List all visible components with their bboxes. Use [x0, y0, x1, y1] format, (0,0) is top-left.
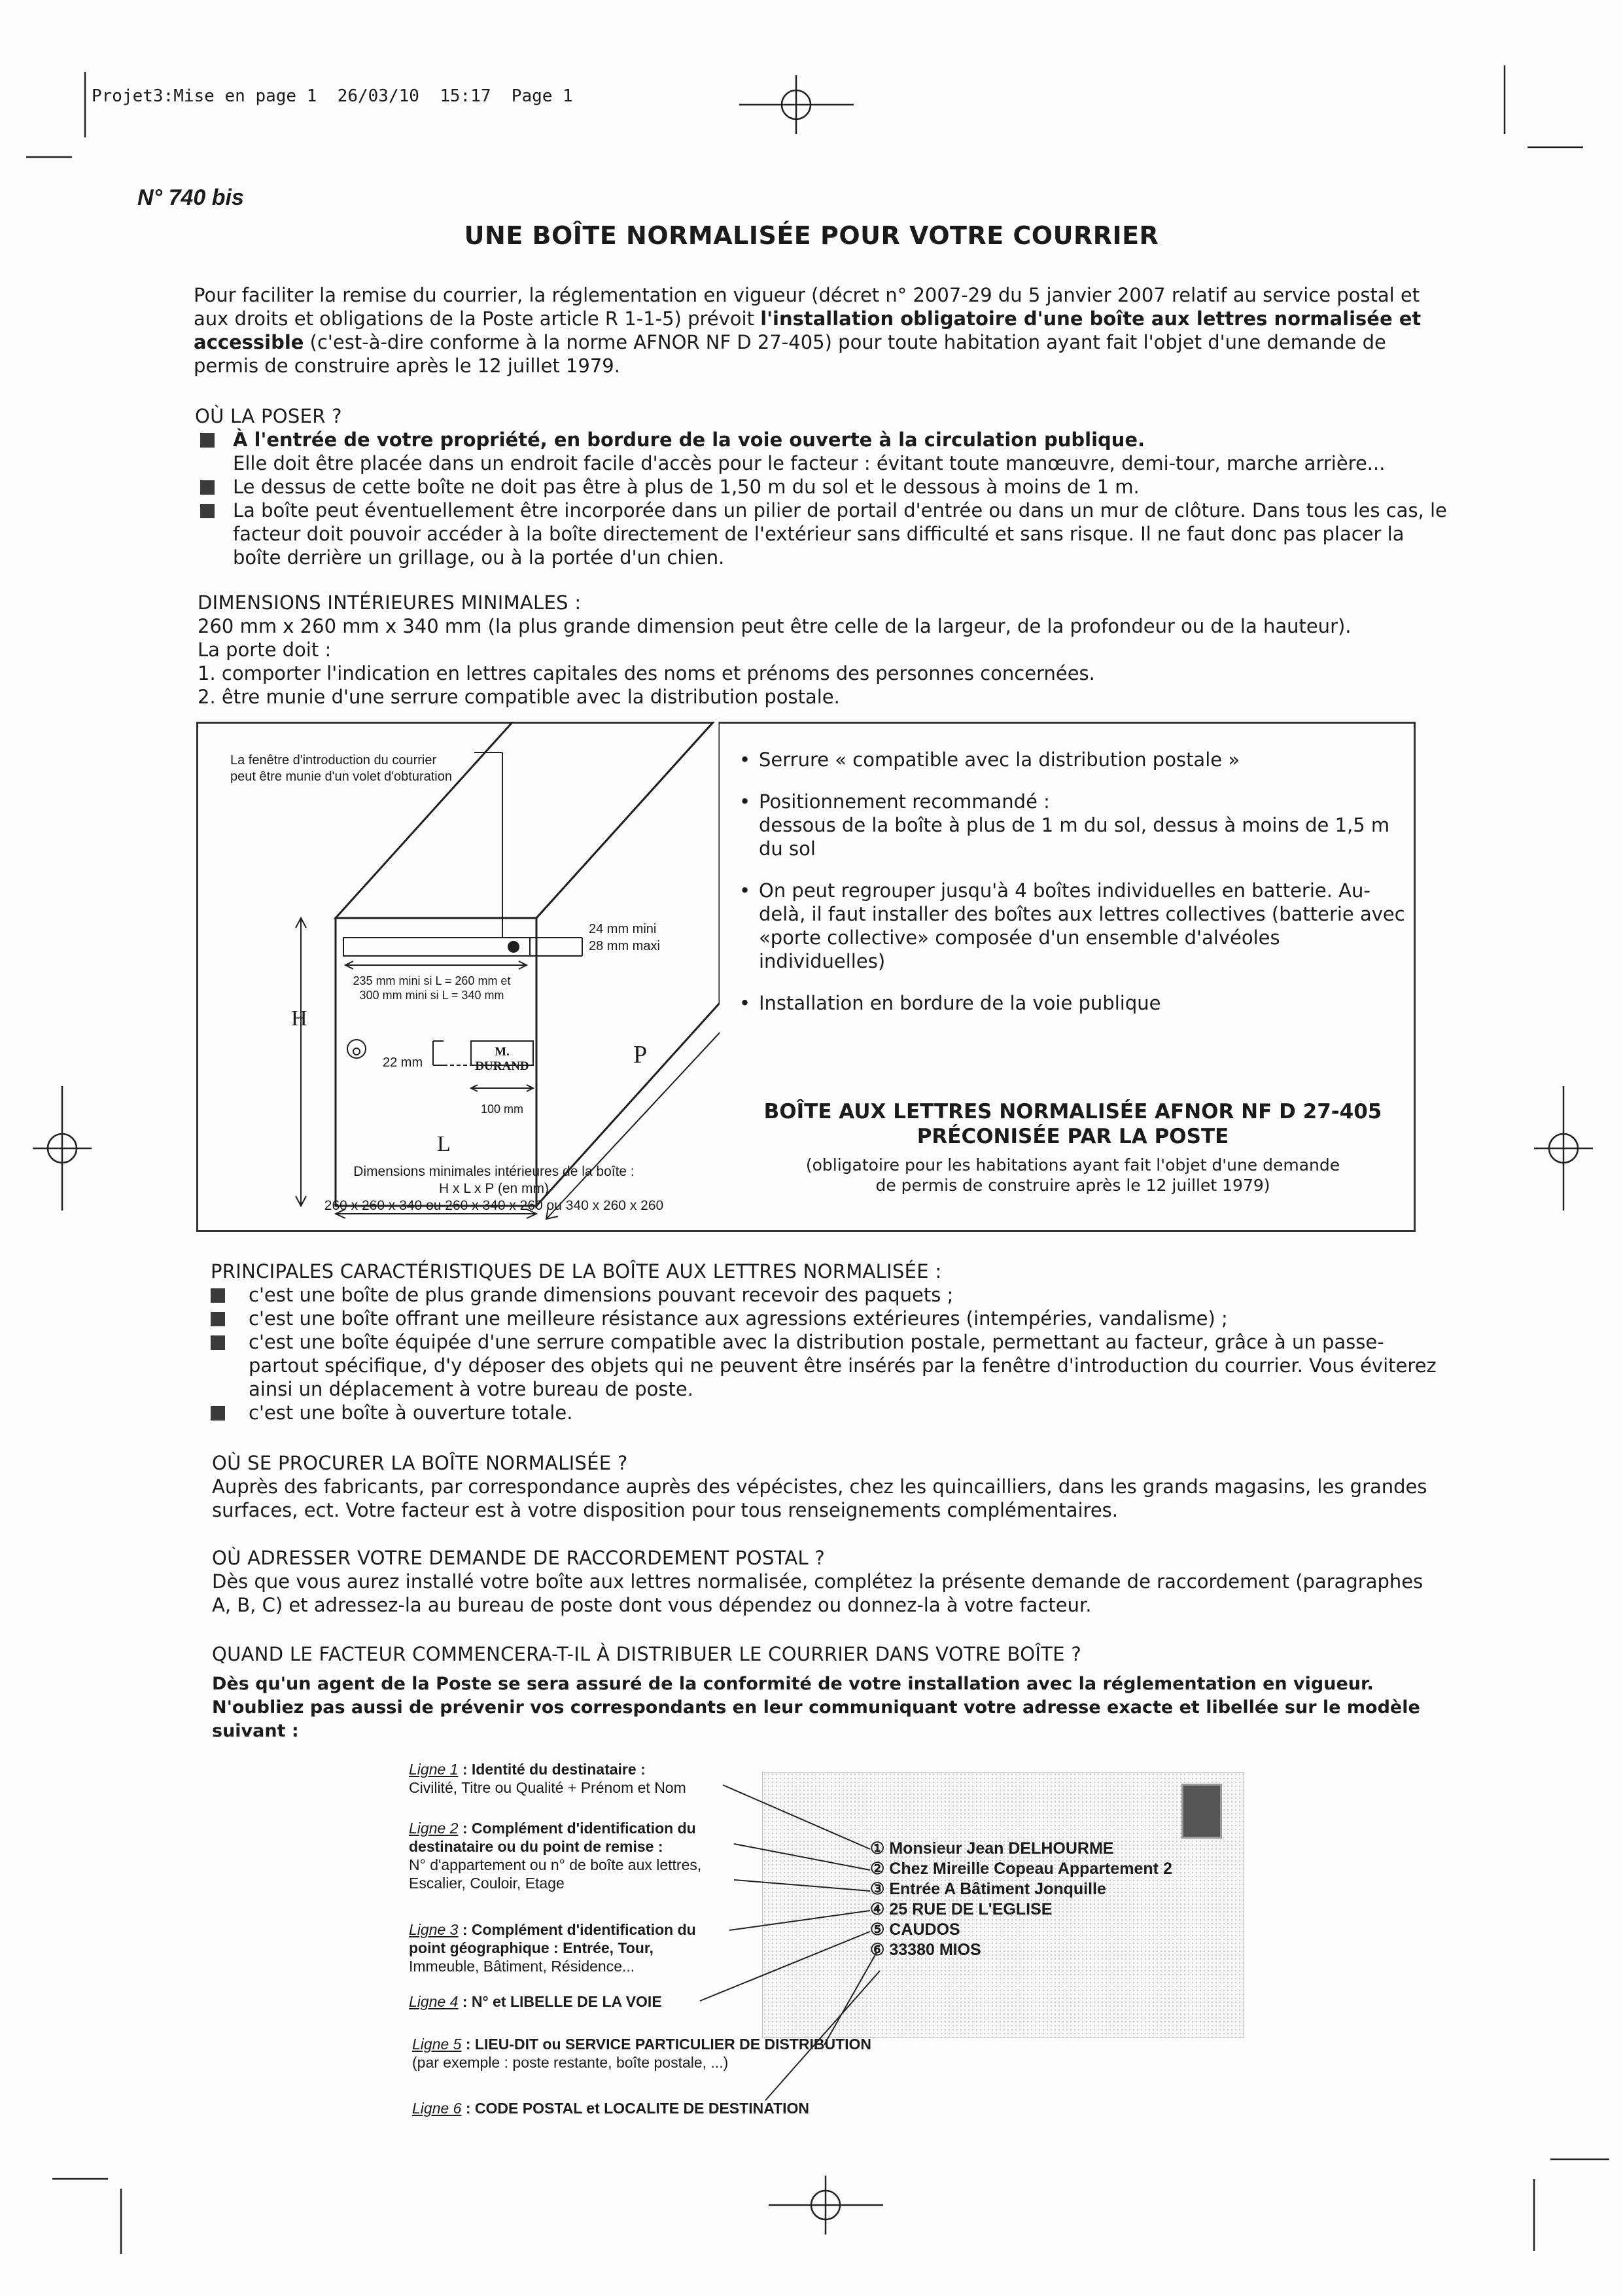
intro-text-2: (c'est-à-dire conforme à la norme AFNOR NF D 27-405) pour toute habitation ayant fait l'objet d'une demande de permis de construire après le 12 juillet 1979.	[194, 331, 1386, 377]
doc-number: N° 740 bis	[137, 185, 244, 210]
where-item-bold: À l'entrée de votre propriété, en bordure de la voie ouverte à la circulation publique.	[233, 429, 1145, 451]
diagram-caption-line: H x L x P (en mm)	[438, 1181, 550, 1196]
mm22-label: 22 mm	[383, 1055, 423, 1070]
address-line: ④ 25 RUE DE L'EGLISE	[870, 1900, 1053, 1918]
legend-tag: Ligne 3	[409, 1921, 459, 1938]
panel-note-line: de permis de construire après le 12 juillet 1979)	[875, 1176, 1270, 1195]
dimensions-line: 260 mm x 260 mm x 340 mm (la plus grande dimension peut être celle de la largeur, de la profondeur ou de la hauteur).	[198, 615, 1352, 637]
address-line: ① Monsieur Jean DELHOURME	[870, 1839, 1114, 1858]
legend-title: : N° et LIBELLE DE LA VOIE	[458, 1993, 662, 2010]
features-heading: PRINCIPALES CARACTÉRISTIQUES DE LA BOÎTE AUX LETTRES NORMALISÉE :	[211, 1260, 942, 1282]
legend-tag: Ligne 4	[409, 1993, 459, 2010]
where-item-text: Le dessus de cette boîte ne doit pas être à plus de 1,50 m du sol et le dessous à moins de 1 m.	[233, 476, 1140, 498]
depth-letter: P	[633, 1041, 648, 1069]
where-item-text: La boîte peut éventuellement être incorporée dans un pilier de portail d'entrée ou dans un mur de clôture. Dans tous les cas, le facteur doit pouvoir accéder à la boîte directement de l'extérieur sans difficulté et sans risque. Il ne faut donc pas placer la boîte derrière un grillage, ou à la portée d'un chien.	[233, 499, 1447, 569]
legend-sub: N° d'appartement ou n° de boîte aux lettres,	[409, 1856, 702, 1873]
where-item-text: Elle doit être placée dans un endroit facile d'accès pour le facteur : évitant toute manœuvre, demi-tour, marche arrière...	[233, 452, 1386, 474]
legend-sub: (par exemple : poste restante, boîte postale, ...)	[412, 2054, 729, 2071]
legend-sub: Immeuble, Bâtiment, Résidence...	[409, 1958, 635, 1975]
request-heading: OÙ ADRESSER VOTRE DEMANDE DE RACCORDEMENT POSTAL ?	[212, 1547, 826, 1569]
legend-sub: Civilité, Titre ou Qualité + Prénom et Nom	[409, 1779, 686, 1796]
legend-title: : CODE POSTAL et LOCALITE DE DESTINATION	[461, 2100, 810, 2117]
panel-item-text: On peut regrouper jusqu'à 4 boîtes individuelles en batterie. Au-delà, il faut installer des boîtes aux lettres collectives (batterie avec «porte collective» composée d'un ensemble d'alvéoles individuelles)	[759, 879, 1405, 972]
slot-max-label: 28 mm maxi	[589, 939, 660, 953]
height-letter: H	[291, 1006, 307, 1031]
dimensions-line: 2. être munie d'une serrure compatible avec la distribution postale.	[198, 686, 840, 708]
name-plate-text: M. DURAND	[475, 1045, 529, 1073]
dimensions-line: La porte doit :	[198, 639, 332, 661]
legend-tag: Ligne 1	[409, 1761, 459, 1778]
request-text: Dès que vous aurez installé votre boîte aux lettres normalisée, complétez la présente demande de raccordement (paragraphes A, B, C) et adressez-la au bureau de poste dont vous dépendez ou donnez-la à votre facteur.	[212, 1570, 1423, 1616]
panel-item-text: Installation en bordure de la voie publique	[759, 992, 1161, 1014]
legend-title: point géographique : Entrée, Tour,	[409, 1939, 654, 1956]
print-header: Projet3:Mise en page 1 26/03/10 15:17 Page 1	[92, 86, 573, 106]
legend-tag: Ligne 2	[409, 1820, 459, 1837]
address-line: ⑥ 33380 MIOS	[870, 1941, 981, 1959]
legend-title: : Complément d'identification du	[458, 1921, 696, 1938]
when-bold: N'oubliez pas aussi de prévenir vos correspondants en leur communiquant votre adresse exacte et libellée sur le modèle suivant :	[212, 1697, 1420, 1741]
where-heading: OÙ LA POSER ?	[195, 405, 342, 427]
when-heading: QUAND LE FACTEUR COMMENCERA-T-IL À DISTRIBUER LE COURRIER DANS VOTRE BOÎTE ?	[212, 1643, 1082, 1665]
legend-title: : LIEU-DIT ou SERVICE PARTICULIER DE DISTRIBUTION	[461, 2036, 872, 2053]
flap-label-line: La fenêtre d'introduction du courrier	[230, 753, 437, 768]
length-letter: L	[437, 1132, 451, 1156]
legend-tag: Ligne 6	[412, 2100, 462, 2117]
diagram-caption-line: 260 x 260 x 340 ou 260 x 340 x 260 ou 340 x 260 x 260	[324, 1198, 664, 1213]
feature-item-text: c'est une boîte offrant une meilleure résistance aux agressions extérieures (intempéries, vandalisme) ;	[249, 1307, 1228, 1330]
panel-item-text: Positionnement recommandé :	[759, 790, 1050, 813]
intro-bold: l'installation obligatoire d'une boîte aux lettres normalisée et accessible	[194, 308, 1422, 353]
intro-text-1: Pour faciliter la remise du courrier, la réglementation en vigueur (décret n° 2007-29 du 5 janvier 2007 relatif au service postal et aux droits et obligations de la Poste article R 1-1-5) prévoit	[194, 284, 1420, 330]
feature-item-text: c'est une boîte équipée d'une serrure compatible avec la distribution postale, permettant au facteur, grâce à un passe-partout spécifique, d'y déposer des objets qui ne peuvent être insérés par la fenêtre d'introduction du courrier. Vous éviterez ainsi un déplacement à votre bureau de poste.	[249, 1331, 1437, 1400]
legend-title: destinataire ou du point de remise :	[409, 1838, 663, 1855]
legend-tag: Ligne 5	[412, 2036, 462, 2053]
width-label-line: 235 mm mini si L = 260 mm et	[353, 974, 511, 987]
procure-heading: OÙ SE PROCURER LA BOÎTE NORMALISÉE ?	[212, 1452, 628, 1474]
feature-item-text: c'est une boîte à ouverture totale.	[249, 1402, 573, 1424]
legend-title: : Identité du destinataire :	[458, 1761, 646, 1778]
panel-item-text: dessous de la boîte à plus de 1 m du sol, dessus à moins de 1,5 m du sol	[759, 814, 1390, 860]
slot-min-label: 24 mm mini	[589, 922, 657, 936]
page-title: UNE BOÎTE NORMALISÉE POUR VOTRE COURRIER	[464, 221, 1159, 250]
when-bold: Dès qu'un agent de la Poste se sera assuré de la conformité de votre installation avec la réglementation en vigueur.	[212, 1674, 1374, 1694]
address-line: ③ Entrée A Bâtiment Jonquille	[870, 1880, 1106, 1898]
dimensions-line: 1. comporter l'indication en lettres capitales des noms et prénoms des personnes concernées.	[198, 662, 1095, 684]
panel-title-line: BOÎTE AUX LETTRES NORMALISÉE AFNOR NF D 27-405	[763, 1100, 1382, 1123]
address-line: ② Chez Mireille Copeau Appartement 2	[870, 1860, 1172, 1878]
diagram-caption-line: Dimensions minimales intérieures de la boîte :	[353, 1164, 635, 1179]
legend-sub: Escalier, Couloir, Etage	[409, 1875, 565, 1892]
panel-item-text: Serrure « compatible avec la distribution postale »	[759, 749, 1240, 771]
feature-item-text: c'est une boîte de plus grande dimensions pouvant recevoir des paquets ;	[249, 1284, 954, 1306]
panel-note-line: (obligatoire pour les habitations ayant fait l'objet d'une demande	[805, 1156, 1340, 1174]
legend-title: : Complément d'identification du	[458, 1820, 696, 1837]
mm100-label: 100 mm	[481, 1103, 524, 1116]
flap-label-line: peut être munie d'un volet d'obturation	[230, 769, 452, 784]
dimensions-heading: DIMENSIONS INTÉRIEURES MINIMALES :	[198, 592, 582, 614]
width-label-line: 300 mm mini si L = 340 mm	[359, 989, 504, 1002]
address-line: ⑤ CAUDOS	[870, 1920, 960, 1939]
procure-text: Auprès des fabricants, par correspondance auprès des vépécistes, chez les quincailliers, dans les grands magasins, les grandes surfaces, ect. Votre facteur est à votre disposition pour tous renseignements complémentaires.	[212, 1475, 1427, 1521]
panel-title-line: PRÉCONISÉE PAR LA POSTE	[916, 1125, 1229, 1148]
